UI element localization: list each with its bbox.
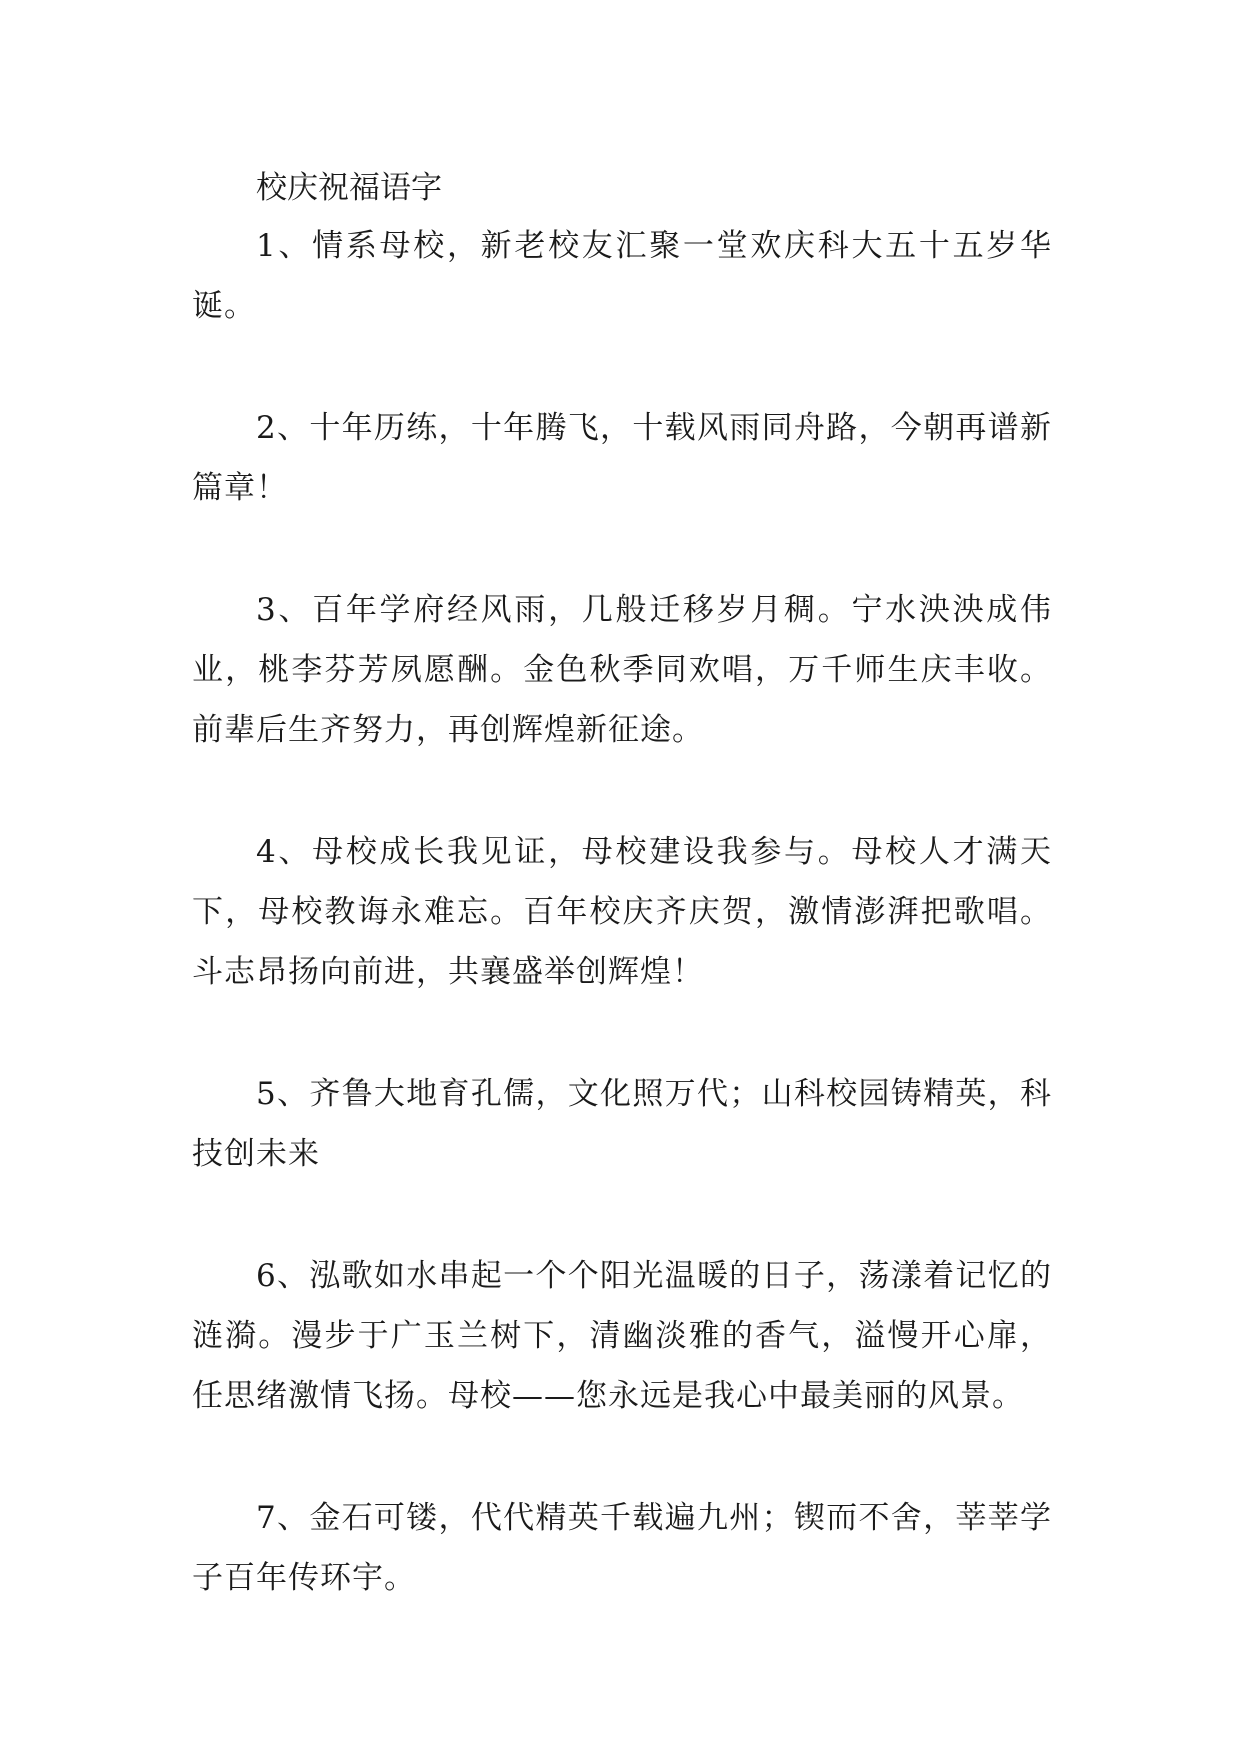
paragraph-2: 2、十年历练，十年腾飞，十载风雨同舟路，今朝再谱新篇章！ [192, 410, 1052, 506]
document-body [192, 160, 1052, 1608]
paragraph-6: 6、泓歌如水串起一个个阳光温暖的日子，荡漾着记忆的涟漪。漫步于广玉兰树下，清幽淡雅的香气，溢慢开心扉，任思绪激情飞扬。母校——您永远是我心中最美丽的风景。 [192, 1258, 1052, 1414]
paragraph-3: 3、百年学府经风雨，几般迁移岁月稠。宁水泱泱成伟业，桃李芬芳夙愿酬。金色秋季同欢唱，万千师生庆丰收。前辈后生齐努力，再创辉煌新征途。 [192, 592, 1052, 748]
paragraph-1: 1、情系母校，新老校友汇聚一堂欢庆科大五十五岁华诞。 [192, 228, 1052, 324]
paragraph-7: 7、金石可镂，代代精英千载遍九州；锲而不舍，莘莘学子百年传环宇。 [192, 1500, 1052, 1596]
paragraph-5: 5、齐鲁大地育孔儒，文化照万代；山科校园铸精英，科技创未来 [192, 1076, 1052, 1172]
document-title: 校庆祝福语字 [256, 170, 442, 206]
paragraph-4: 4、母校成长我见证，母校建设我参与。母校人才满天下，母校教诲永难忘。百年校庆齐庆贺，激情澎湃把歌唱。斗志昂扬向前进，共襄盛举创辉煌！ [192, 834, 1052, 990]
